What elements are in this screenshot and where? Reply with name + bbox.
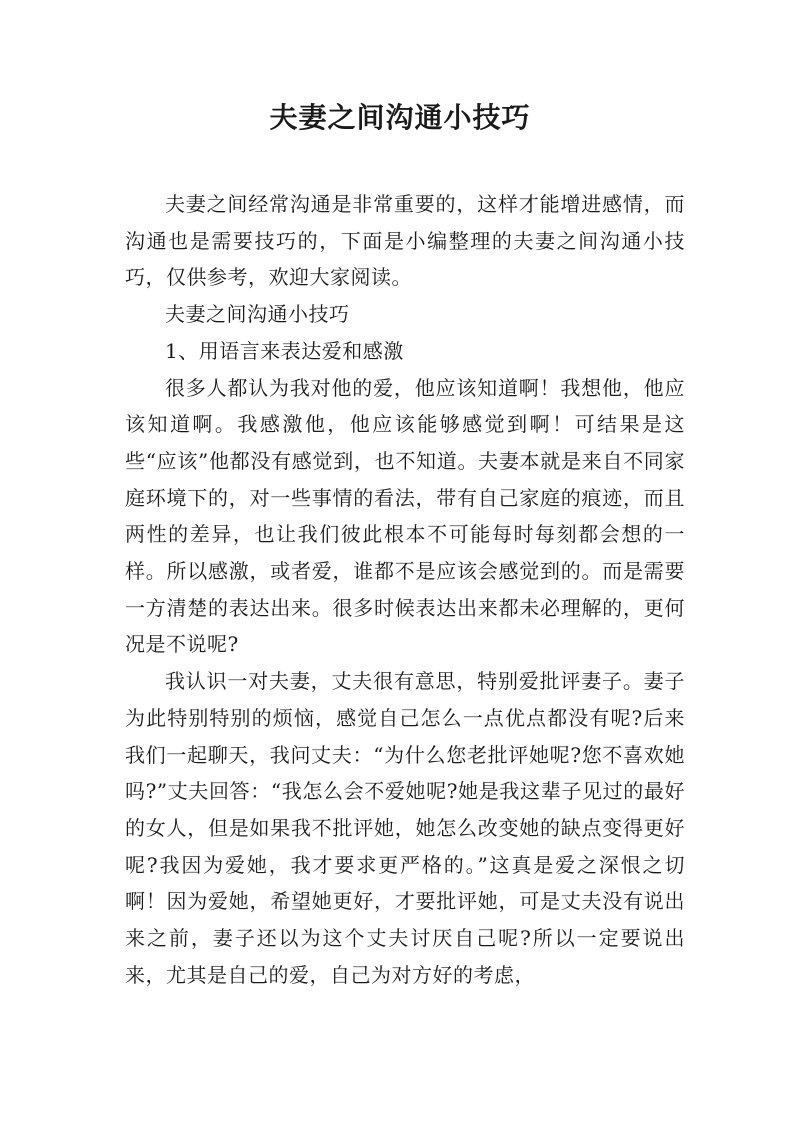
body-paragraph: 很多人都认为我对他的爱，他应该知道啊！我想他，他应该知道啊。我感激他，他应该能够感觉到啊！可结果是这些“应该”他都没有感觉到，也不知道。夫妻本就是来自不同家庭环境下的，对一些事情的看法，带有自己家庭的痕迹，而且两性的差异，也让我们彼此根本不可能每时每刻都会想的一样。所以感激，或者爱，谁都不是应该会感觉到的。而是需要一方清楚的表达出来。很多时候表达出来都未必理解的，更何况是不说呢? xyxy=(125,375,685,657)
section-heading: 夫妻之间沟通小技巧 xyxy=(165,302,350,327)
document-body xyxy=(125,186,685,993)
intro-paragraph: 夫妻之间经常沟通是非常重要的，这样才能增进感情，而沟通也是需要技巧的，下面是小编整理的夫妻之间沟通小技巧，仅供参考，欢迎大家阅读。 xyxy=(125,192,685,290)
document-title: 夫妻之间沟通小技巧 xyxy=(269,101,531,134)
subsection-heading: 1、用语言来表达爱和感激 xyxy=(165,338,404,363)
body-paragraph: 我认识一对夫妻，丈夫很有意思，特别爱批评妻子。妻子为此特别特别的烦恼，感觉自己怎么一点优点都没有呢?后来我们一起聊天，我问丈夫：“为什么您老批评她呢?您不喜欢她吗?”丈夫回答：“我怎么会不爱她呢?她是我这辈子见过的最好的女人，但是如果我不批评她，她怎么改变她的缺点变得更好呢?我因为爱她，我才要求更严格的。”这真是爱之深恨之切啊！因为爱她，希望她更好，才要批评她，可是丈夫没有说出来之前，妻子还以为这个丈夫讨厌自己呢?所以一定要说出来，尤其是自己的爱，自己为对方好的考虑， xyxy=(125,669,685,987)
